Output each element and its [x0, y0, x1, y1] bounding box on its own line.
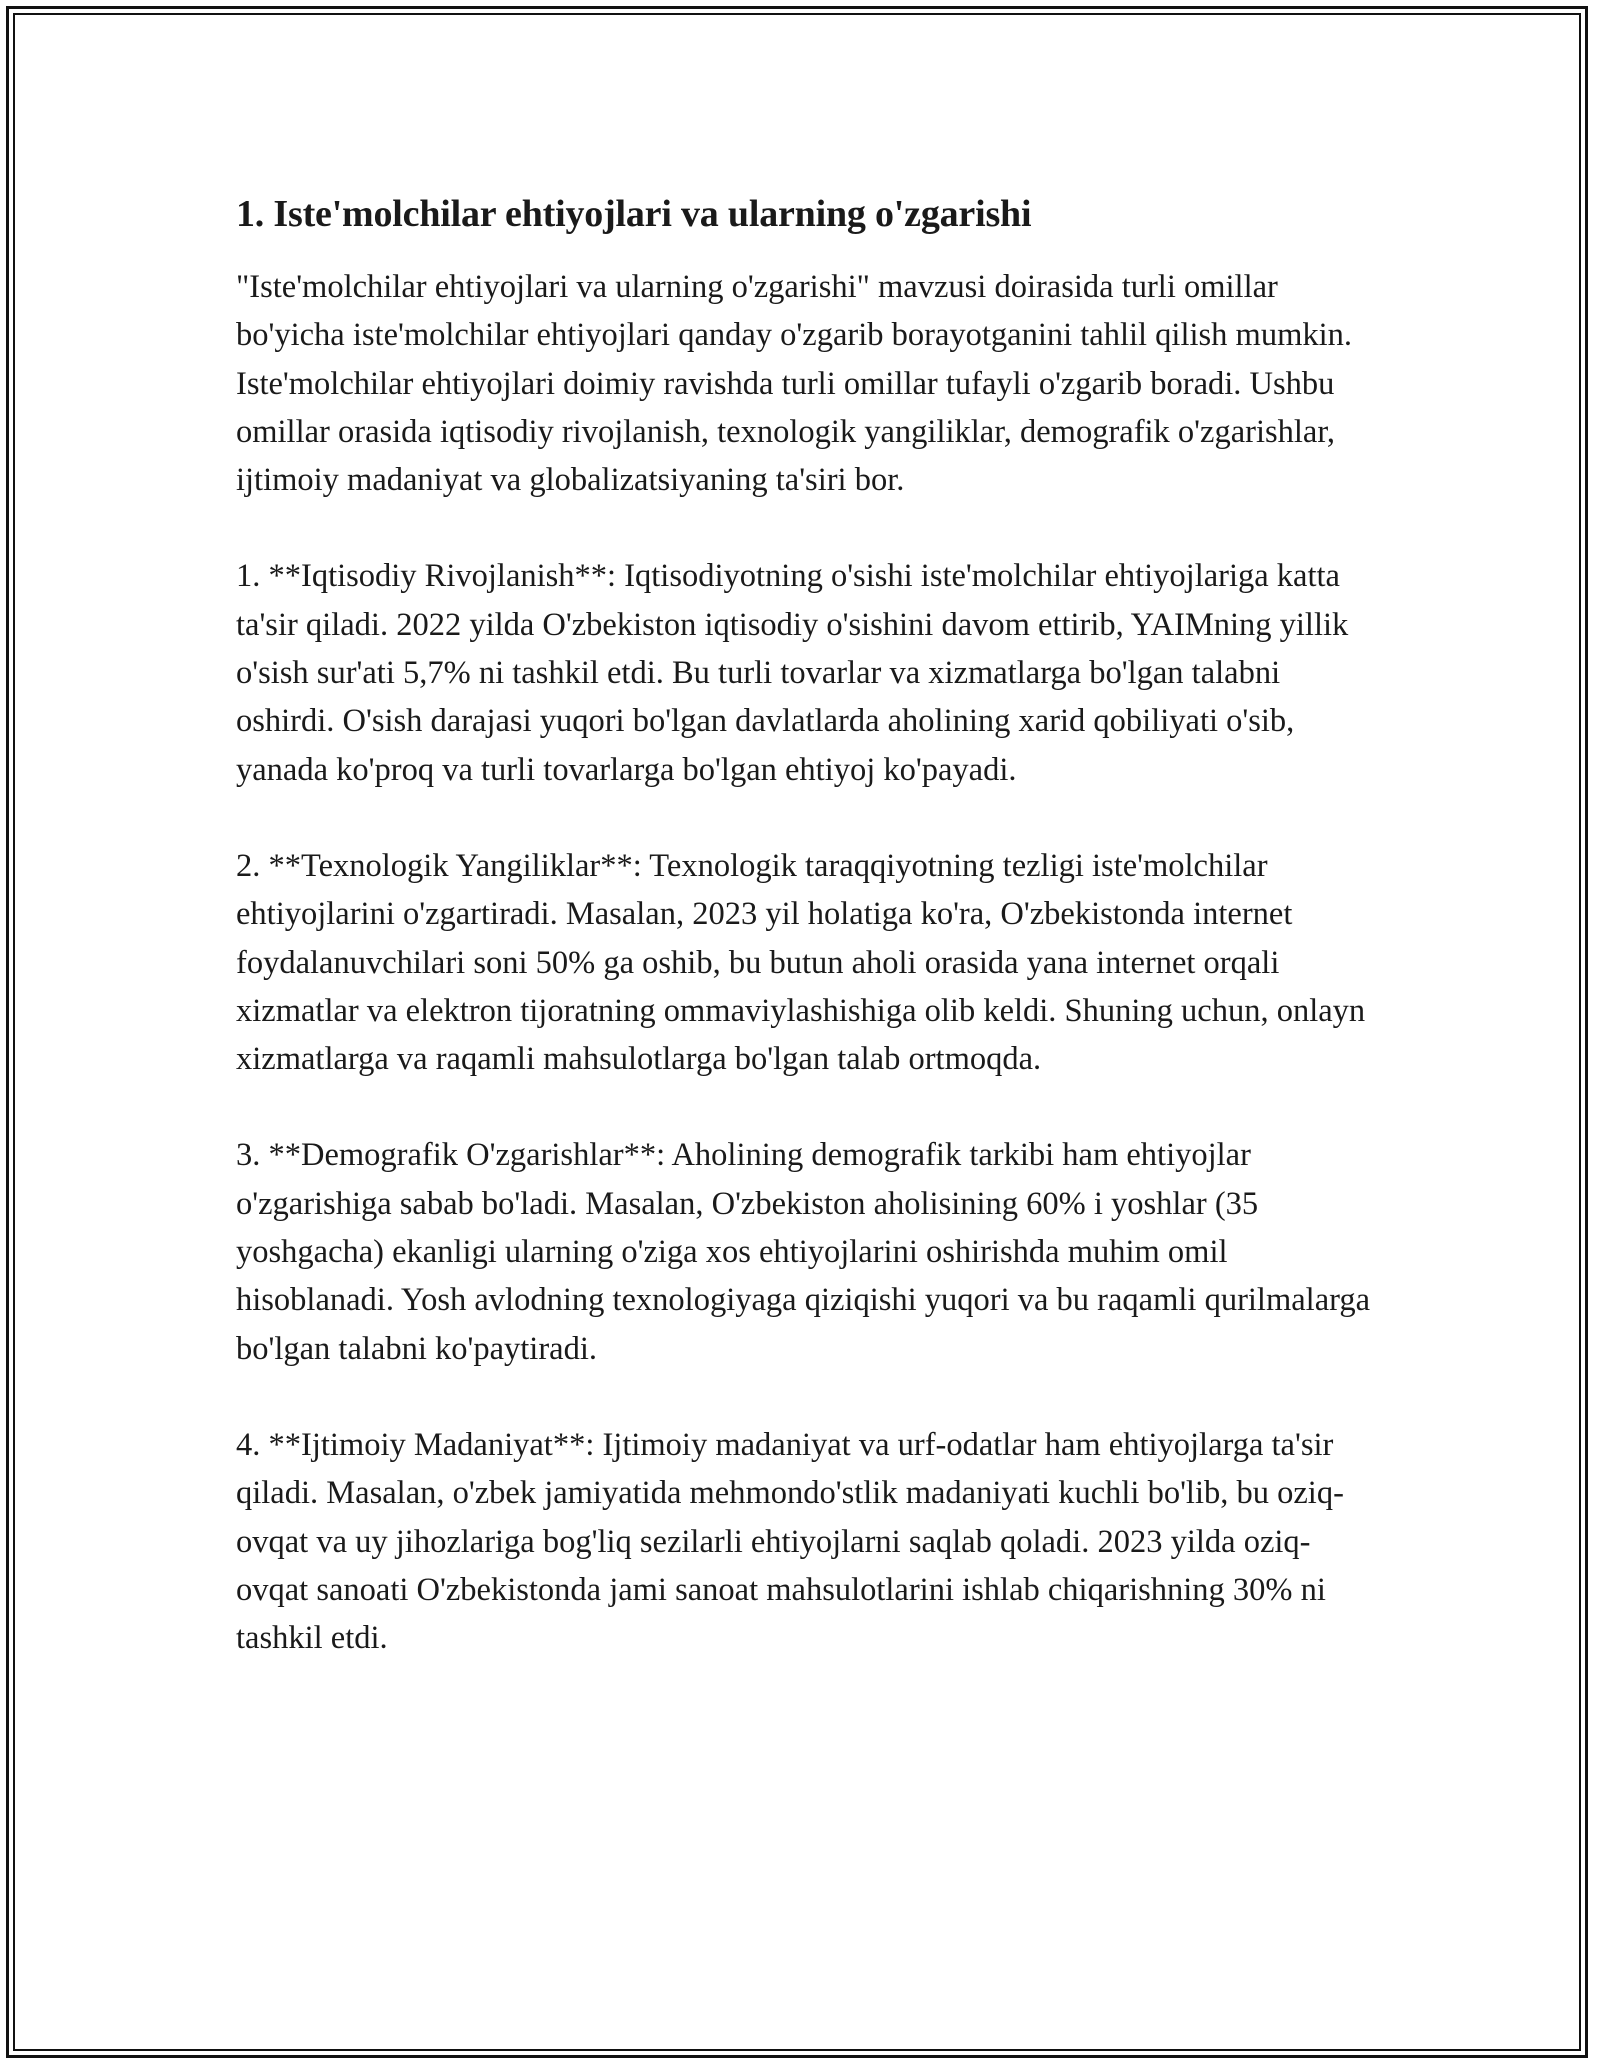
paragraph-economic-development: 1. **Iqtisodiy Rivojlanish**: Iqtisodiyotning o'sishi iste'molchilar ehtiyojlariga katta ta'sir qiladi. 2022 yilda O'zbekiston iqtisodiy o'sishini davom ettirib, YAIMning yillik o'sish sur'ati 5,7% ni tashkil etdi. Bu turli tovarlar va xizmatlarga bo'lgan talabni oshirdi. O'sish darajasi yuqori bo'lgan davlatlarda aholining xarid qobiliyati o'sib, yanada ko'proq va turli tovarlarga bo'lgan ehtiyoj ko'payadi. — [236, 558, 1349, 788]
paragraph-social-culture: 4. **Ijtimoiy Madaniyat**: Ijtimoiy madaniyat va urf-odatlar ham ehtiyojlarga ta'sir qiladi. Masalan, o'zbek jamiyatida mehmondo'stlik madaniyati kuchli bo'lib, bu oziq-ovqat va uy jihozlariga bog'liq sezilarli ehtiyojlarni saqlab qoladi. 2023 yilda oziq-ovqat sanoati O'zbekistonda jami sanoat mahsulotlarini ishlab chiqarishning 30% ni tashkil etdi. — [236, 1426, 1344, 1657]
paragraph-demographic-changes: 3. **Demografik O'zgarishlar**: Aholining demografik tarkibi ham ehtiyojlar o'zgarishiga sabab bo'ladi. Masalan, O'zbekiston aholisining 60% i yoshlar (35 yoshgacha) ekanligi ularning o'ziga xos ehtiyojlarini oshirishda muhim omil hisoblanadi. Yosh avlodning texnologiyaga qiziqishi yuqori va bu raqamli qurilmalarga bo'lgan talabni ko'paytiradi. — [236, 1137, 1371, 1367]
document-title: 1. Iste'molchilar ehtiyojlari va ularning o'zgarishi — [236, 193, 1032, 235]
document-body — [236, 185, 1376, 1662]
paragraph-technological-innovations: 2. **Texnologik Yangiliklar**: Texnologik taraqqiyotning tezligi iste'molchilar ehtiyojlarini o'zgartiradi. Masalan, 2023 yil holatiga ko'ra, O'zbekistonda internet foydalanuvchilari soni 50% ga oshib, bu butun aholi orasida yana internet orqali xizmatlar va elektron tijoratning ommaviylashishiga olib keldi. Shuning uchun, onlayn xizmatlarga va raqamli mahsulotlarga bo'lgan talab ortmoqda. — [236, 847, 1366, 1078]
intro-paragraph: "Iste'molchilar ehtiyojlari va ularning o'zgarishi" mavzusi doirasida turli omillar bo'yicha iste'molchilar ehtiyojlari qanday o'zgarib borayotganini tahlil qilish mumkin. Iste'molchilar ehtiyojlari doimiy ravishda turli omillar tufayli o'zgarib boradi. Ushbu omillar orasida iqtisodiy rivojlanish, texnologik yangiliklar, demografik o'zgarishlar, ijtimoiy madaniyat va globalizatsiyaning ta'siri bor. — [236, 269, 1352, 499]
